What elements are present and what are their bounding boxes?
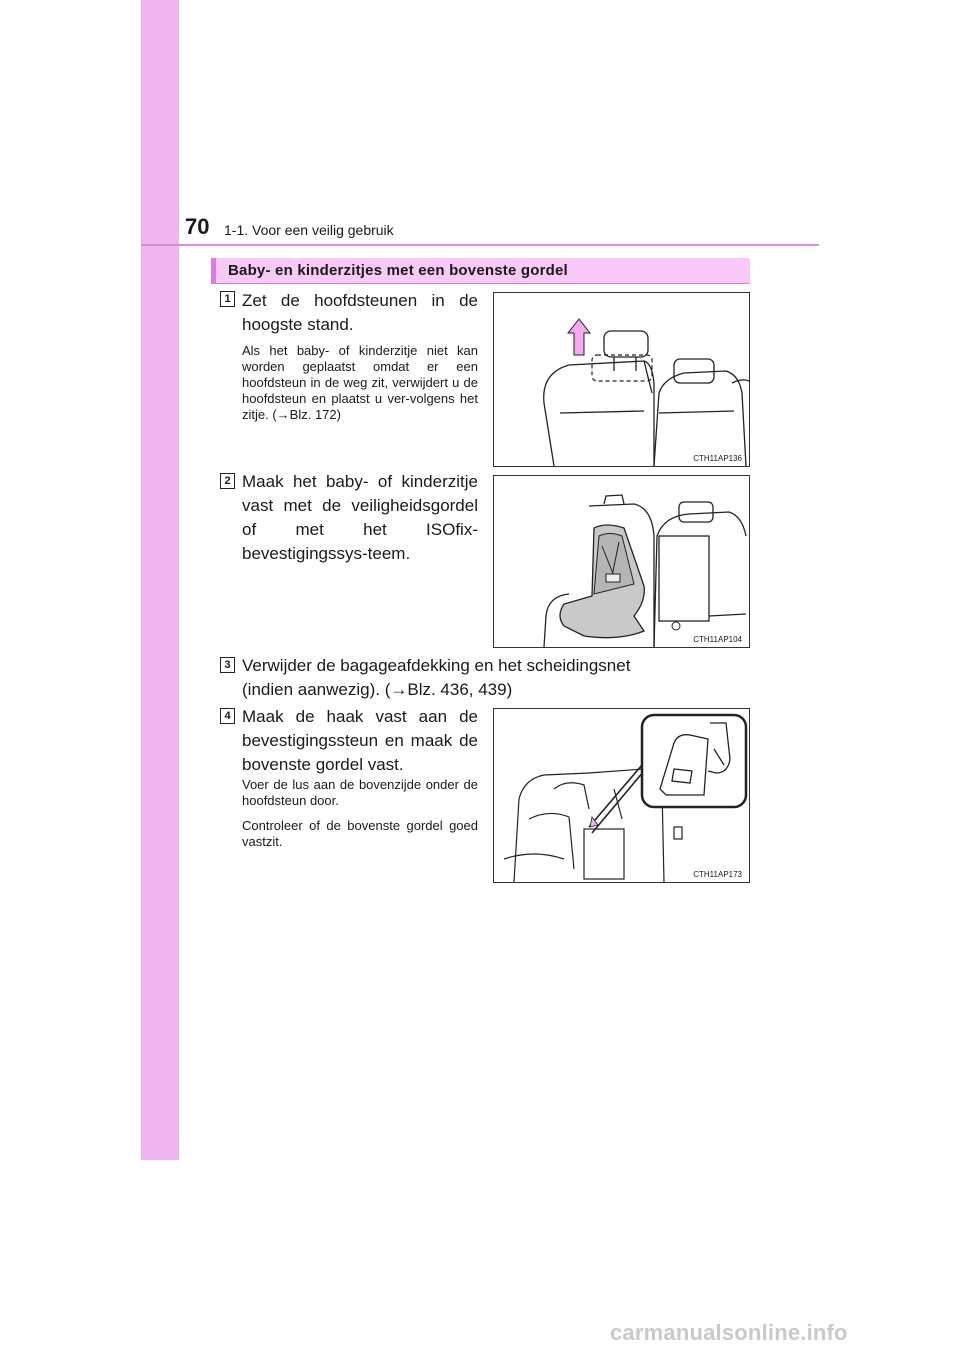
step-4-note-1: Voer de lus aan de bovenzijde onder de hoofdsteun door. xyxy=(242,777,478,808)
figure-id-label: CTH11AP104 xyxy=(693,635,742,644)
page-number: 70 xyxy=(185,214,210,239)
header-divider xyxy=(141,244,819,246)
step-3-text-line1: Verwijder de bagageafdekking en het scheidingsnet xyxy=(242,656,631,675)
section-header xyxy=(211,258,750,284)
step-4-text: Maak de haak vast aan de bevestigingssteun en maak de bovenste gordel vast. xyxy=(242,707,478,774)
figure-headrest-raised xyxy=(493,292,750,467)
step-number-3: 3 xyxy=(220,657,235,673)
section-underline xyxy=(211,283,750,284)
chapter-heading: 1-1. Voor een veilig gebruik xyxy=(224,222,394,238)
figure-id-label: CTH11AP136 xyxy=(693,454,742,463)
step-number-2: 2 xyxy=(220,473,235,489)
step-1-text-line1: Zet de hoofdsteunen in de xyxy=(242,291,478,310)
site-watermark: carmanualsonline.info xyxy=(610,1320,848,1345)
step-1-text-line2: hoogste stand. xyxy=(242,315,354,334)
section-title: Baby- en kinderzitjes met een bovenste gordel xyxy=(228,262,568,279)
figure-top-tether-hook xyxy=(493,708,750,883)
side-tab-strip xyxy=(141,0,179,1160)
figure-id-label: CTH11AP173 xyxy=(693,870,742,879)
figure-child-seat-installed xyxy=(493,475,750,648)
step-2-text: Maak het baby- of kinderzitje vast met de veiligheidsgordel of met het ISOfix-bevestigingssys-teem. xyxy=(242,472,478,563)
step-number-4: 4 xyxy=(220,708,235,724)
step-3-text-line2: (indien aanwezig). (→Blz. 436, 439) xyxy=(242,680,513,699)
step-number-1: 1 xyxy=(220,291,235,307)
step-4-note-2: Controleer of de bovenste gordel goed vastzit. xyxy=(242,818,478,849)
step-1-note: Als het baby- of kinderzitje niet kan worden geplaatst omdat er een hoofdsteun in de weg zit, verwijdert u de hoofdsteun en plaatst u ver-volgens het zitje. (→Blz. 172) xyxy=(242,343,478,422)
